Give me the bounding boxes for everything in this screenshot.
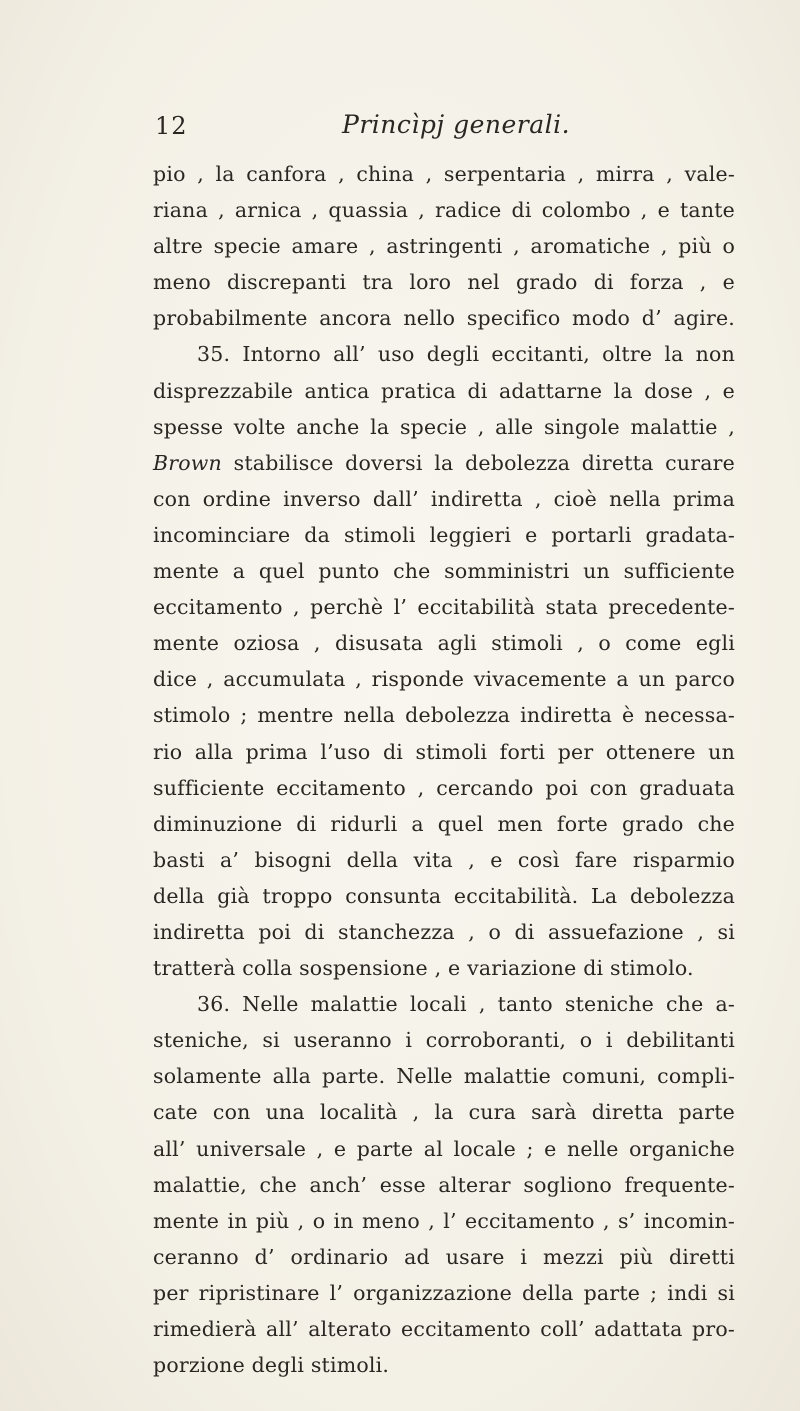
text-line: dice , accumulata , risponde vivacemente a un parco — [153, 667, 735, 692]
text-line: all’ universale , e parte al locale ; e nelle organiche — [153, 1136, 735, 1161]
text-line: indiretta poi di stanchezza , o di assuefazione , si — [153, 919, 735, 944]
text-line: probabilmente ancora nello specifico modo d’ agire. — [153, 306, 735, 331]
text-line: mente oziosa , disusata agli stimoli , o come egli — [153, 631, 735, 656]
text-line: riana , arnica , quassia , radice di colombo , e tante — [153, 198, 735, 223]
text-line: mente a quel punto che somministri un sufficiente — [153, 559, 735, 584]
text-line: steniche, si useranno i corroboranti, o i debilitanti — [153, 1028, 735, 1053]
text-line: della già troppo consunta eccitabilità. La debolezza — [153, 883, 735, 908]
author-name: Brown — [153, 450, 222, 475]
paragraph-35-end: tratterà colla sospensione , e variazione di stimolo. — [153, 956, 694, 981]
text-line: sufficiente eccitamento , cercando poi con graduata — [153, 775, 735, 800]
text-line: mente in più , o in meno , l’ eccitamento , s’ incomin- — [153, 1208, 735, 1233]
text-line: diminuzione di ridurli a quel men forte grado che — [153, 811, 735, 836]
text-line: disprezzabile antica pratica di adattarne la dose , e — [153, 378, 735, 403]
page-header — [0, 112, 800, 152]
text-line: spesse volte anche la specie , alle singole malattie , — [153, 414, 735, 439]
text-line: rio alla prima l’uso di stimoli forti per ottenere un — [153, 739, 735, 764]
paragraph-35-start: 35. Intorno all’ uso degli eccitanti, oltre la non — [197, 342, 735, 367]
text-line: ceranno d’ ordinario ad usare i mezzi più diretti — [153, 1244, 735, 1269]
text-line: pio , la canfora , china , serpentaria , mirra , vale- — [153, 162, 735, 186]
text-line: con ordine inverso dall’ indiretta , cioè nella prima — [153, 486, 735, 511]
text-line: meno discrepanti tra loro nel grado di forza , e — [153, 270, 735, 295]
paragraph-36-start: 36. Nelle malattie locali , tanto steniche che a- — [197, 992, 735, 1017]
paragraph-36-end: porzione degli stimoli. — [153, 1353, 390, 1378]
text-line: basti a’ bisogni della vita , e così fare risparmio — [153, 847, 735, 872]
text-line: cate con una località , la cura sarà diretta parte — [153, 1100, 735, 1125]
running-title: Princìpj generali. — [342, 110, 571, 139]
text-line: eccitamento , perchè l’ eccitabilità stata precedente- — [153, 595, 735, 620]
text-line: stimolo ; mentre nella debolezza indiretta è necessa- — [153, 703, 735, 728]
text-line: per ripristinare l’ organizzazione della parte ; indi si — [153, 1280, 735, 1305]
text-line: rimedierà all’ alterato eccitamento coll’ adattata pro- — [153, 1317, 735, 1341]
text-line: Brown stabilisce doversi la debolezza diretta curare — [153, 450, 735, 475]
body-text — [153, 156, 735, 1383]
text-line: incominciare da stimoli leggieri e portarli gradata- — [153, 522, 735, 547]
page-number: 12 — [155, 112, 188, 140]
text-line: malattie, che anch’ esse alterar sogliono frequente- — [153, 1172, 735, 1197]
text-line: solamente alla parte. Nelle malattie comuni, compli- — [153, 1064, 735, 1089]
text-line: altre specie amare , astringenti , aromatiche , più o — [153, 234, 735, 259]
